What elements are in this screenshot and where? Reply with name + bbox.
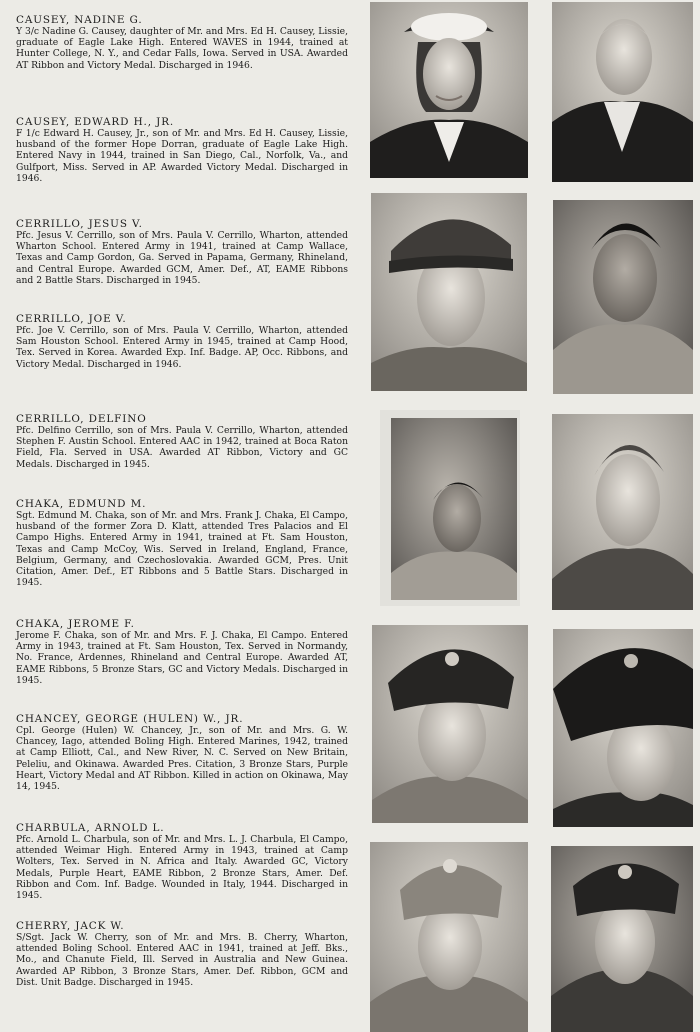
bio-text: Pfc. Joe V. Cerrillo, son of Mrs. Paula V. Cerrillo, Wharton, attended Sam Houston School. Entered Army in 1945, trained at Camp Hood, Tex. Served in Korea. Awarded Exp. Inf. Badge. AP, Occ. Ribbons, and Victory Medal. Discharged in 1946.: [16, 325, 348, 370]
bio-text: Cpl. George (Hulen) W. Chancey, Jr., son of Mr. and Mrs. G. W. Chancey, Iago, attended Boling High. Entered Marines, 1942, trained at Camp Elliott, Cal., and New River, N. C. Served on New Britain, Peleliu, and Okinawa. Awarded Pres. Citation, 3 Bronze Stars, Purple Heart, Victory Medal and AT Ribbon. Killed in action on Okinawa, May 14, 1945.: [16, 725, 348, 793]
bio-name: CHAKA, JEROME F.: [16, 618, 135, 630]
bio-name: CHANCEY, GEORGE (HULEN) W., JR.: [16, 713, 244, 725]
portrait-photo-causey-edward: [552, 2, 693, 182]
bio-chaka-jerome: [16, 618, 348, 686]
portrait-photo-charbula-arnold: [370, 842, 528, 1032]
bio-name: CAUSEY, EDWARD H., JR.: [16, 116, 175, 128]
bio-name: CHERRY, JACK W.: [16, 920, 125, 932]
bio-text: Pfc. Delfino Cerrillo, son of Mrs. Paula V. Cerrillo, Wharton, attended Stephen F. Austin School. Entered AAC in 1942, trained at Boca Raton Field, Fla. Served in USA. Awarded AT Ribbon, Victory and GC Medals. Discharged in 1945.: [16, 425, 348, 470]
bio-text: Sgt. Edmund M. Chaka, son of Mr. and Mrs. Frank J. Chaka, El Campo, husband of the former Zora D. Klatt, attended Tres Palacios and El Campo Highs. Entered Army in 1941, trained at Ft. Sam Houston, Texas and Camp McCoy, Wis. Served in Ireland, England, France, Belgium, Germany, and Czechoslovakia. Awarded GCM, Pres. Unit Citation, Amer. Def., ET Ribbons and 5 Battle Stars. Discharged in 1945.: [16, 510, 348, 589]
bio-cerrillo-jesus: [16, 218, 348, 286]
bio-name: CAUSEY, NADINE G.: [16, 14, 143, 26]
bio-cerrillo-delfino: [16, 413, 348, 470]
bio-name: CERRILLO, JOE V.: [16, 313, 127, 325]
bio-name: CHARBULA, ARNOLD L.: [16, 822, 165, 834]
bio-chancey-george: [16, 713, 348, 792]
bio-text: Y 3/c Nadine G. Causey, daughter of Mr. and Mrs. Ed H. Causey, Lissie, graduate of Eagle Lake High. Entered WAVES in 1944, trained at Hunter College, N. Y., and Cedar Falls, Iowa. Served in USA. Awarded AT Ribbon and Victory Medal. Discharged in 1946.: [16, 26, 348, 71]
portrait-photo-chaka-jerome: [372, 625, 528, 823]
bio-charbula-arnold: [16, 822, 348, 901]
bio-name: CERRILLO, JESUS V.: [16, 218, 143, 230]
bio-cerrillo-joe: [16, 313, 348, 370]
bio-text: S/Sgt. Jack W. Cherry, son of Mr. and Mrs. B. Cherry, Wharton, attended Boling School. Entered AAC in 1941, trained at Jeff. Bks., Mo., and Chanute Field, Ill. Served in Australia and New Guinea. Awarded AP Ribbon, 3 Bronze Stars, Amer. Def. Ribbon, GCM and Dist. Unit Badge. Discharged in 1945.: [16, 932, 348, 988]
bio-cherry-jack: [16, 920, 348, 988]
bio-name: CHAKA, EDMUND M.: [16, 498, 147, 510]
bio-text: Pfc. Arnold L. Charbula, son of Mr. and Mrs. L. J. Charbula, El Campo, attended Weimar High. Entered Army in 1943, trained at Camp Wolters, Tex. Served in N. Africa and Italy. Awarded GC, Victory Medals, Purple Heart, EAME Ribbon, 2 Bronze Stars, Amer. Def. Ribbon and Com. Inf. Badge. Wounded in Italy, 1944. Discharged in 1945.: [16, 834, 348, 902]
portrait-photo-chancey-george: [553, 629, 693, 827]
portrait-photo-causey-nadine: [370, 2, 528, 178]
bio-text: Jerome F. Chaka, son of Mr. and Mrs. F. J. Chaka, El Campo. Entered Army in 1943, trained at Ft. Sam Houston, Tex. Served in Normandy, No. France, Ardennes, Rhineland and Central Europe. Awarded AT, EAME Ribbons, 5 Bronze Stars, GC and Victory Medals. Discharged in 1945.: [16, 630, 348, 686]
portrait-photo-cherry-jack: [551, 846, 693, 1032]
portrait-photo-cerrillo-delfino: [391, 418, 517, 600]
bio-text: F 1/c Edward H. Causey, Jr., son of Mr. and Mrs. Ed H. Causey, Lissie, husband of the former Hope Dorran, graduate of Eagle Lake High. Entered Navy in 1944, trained in San Diego, Cal., Norfolk, Va., and Gulfport, Miss. Served in AP. Awarded Victory Medal. Discharged in 1946.: [16, 128, 348, 184]
bio-chaka-edmund: [16, 498, 348, 588]
bio-name: CERRILLO, DELFINO: [16, 413, 147, 425]
bio-text: Pfc. Jesus V. Cerrillo, son of Mrs. Paula V. Cerrillo, Wharton, attended Wharton School. Entered Army in 1941, trained at Camp Wallace, Texas and Camp Gordon, Ga. Served in Papama, Germany, Rhineland, and Central Europe. Awarded GCM, Amer. Def., AT, EAME Ribbons and 2 Battle Stars. Discharged in 1945.: [16, 230, 348, 286]
portrait-photo-cerrillo-joe: [553, 200, 693, 394]
portrait-photo-cerrillo-jesus: [371, 193, 527, 391]
bio-causey-edward: [16, 116, 348, 184]
bio-causey-nadine: [16, 14, 348, 71]
portrait-photo-chaka-edmund: [552, 414, 693, 610]
